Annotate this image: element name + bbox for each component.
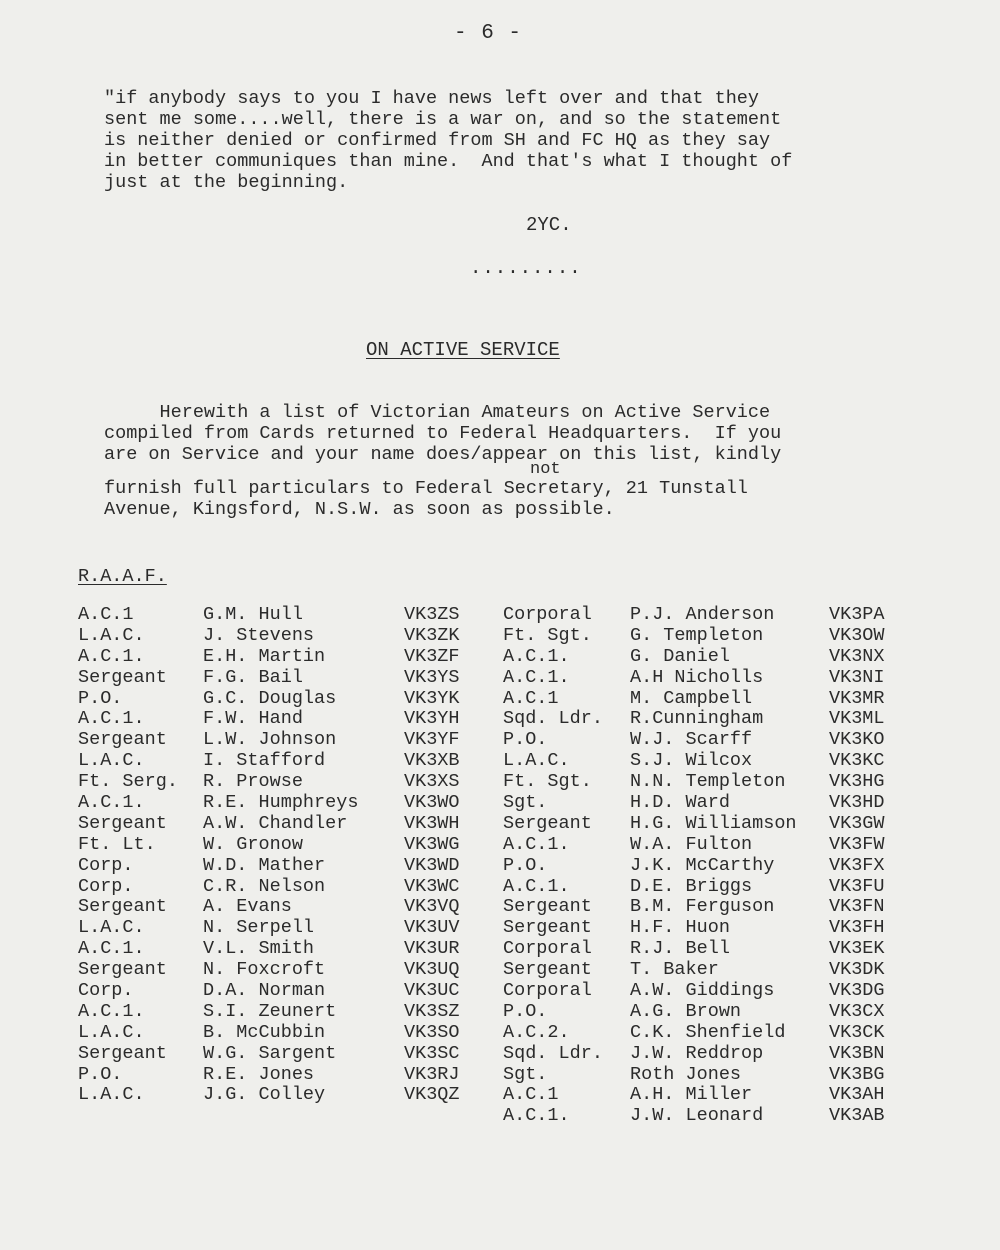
callsign-cell: VK3QZ [404,1084,460,1106]
callsign-cell: VK3NI [829,666,885,688]
name-cell: F.W. Hand [203,708,303,730]
roster-row [78,876,498,897]
rank-cell: L.A.C. [78,624,145,646]
rank-cell: Sergeant [503,896,592,918]
raaf-section-title: R.A.A.F. [78,566,167,587]
name-cell: G.M. Hull [203,604,303,625]
rank-cell: P.O. [503,854,548,876]
roster-left-column [78,604,498,1105]
roster-row [503,917,923,938]
rank-cell: Ft. Sgt. [503,624,592,646]
name-cell: R.J. Bell [630,938,730,960]
callsign-cell: VK3MR [829,687,885,709]
roster-row [78,1022,498,1043]
roster-row [78,834,498,855]
rank-cell: A.C.1. [78,938,145,960]
roster-row [78,688,498,709]
name-cell: A.H Nicholls [630,666,764,688]
callsign-cell: VK3VQ [404,896,460,918]
roster-row [78,917,498,938]
page-number: - 6 - [454,22,523,45]
rank-cell: Ft. Serg. [78,771,178,793]
name-cell: H.G. Williamson [630,812,797,834]
name-cell: J.G. Colley [203,1084,326,1106]
callsign-cell: VK3NX [829,645,885,667]
callsign-cell: VK3DG [829,980,885,1002]
name-cell: N.N. Templeton [630,771,786,793]
name-cell: C.R. Nelson [203,875,326,897]
callsign-cell: VK3SO [404,1021,460,1043]
roster-row [78,855,498,876]
rank-cell: Sergeant [503,959,592,981]
roster-right-column [503,604,923,1126]
roster-row [503,771,923,792]
rank-cell: Corporal [503,980,592,1002]
rank-cell: A.C.1. [78,792,145,814]
roster-row [78,708,498,729]
roster-row [503,1001,923,1022]
rank-cell: A.C.2. [503,1021,570,1043]
rank-cell: A.C.1 [78,604,134,625]
rank-cell: Sgt. [503,792,548,814]
roster-row [78,667,498,688]
rank-cell: Sqd. Ldr. [503,708,603,730]
quote-line: is neither denied or confirmed from SH and FC HQ as they say [104,130,771,151]
name-cell: R.Cunningham [630,708,764,730]
name-cell: S.I. Zeunert [203,1000,337,1022]
callsign-cell: VK3KC [829,750,885,772]
callsign-cell: VK3ZF [404,645,460,667]
rank-cell: L.A.C. [78,1084,145,1106]
intro-line: Herewith a list of Victorian Amateurs on Active Service [104,402,771,423]
callsign-cell: VK3AH [829,1084,885,1106]
name-cell: S.J. Wilcox [630,750,753,772]
rank-cell: Ft. Lt. [78,833,156,855]
roster-row [503,876,923,897]
roster-row [78,604,498,625]
rank-cell: A.C.1. [503,833,570,855]
roster-row [503,1043,923,1064]
roster-row [503,1084,923,1105]
roster-row [503,750,923,771]
rank-cell: A.C.1. [78,645,145,667]
name-cell: R.E. Jones [203,1063,315,1085]
rank-cell: Sergeant [78,666,167,688]
rank-cell: A.C.1. [78,708,145,730]
callsign-cell: VK3RJ [404,1063,460,1085]
callsign-cell: VK3FN [829,896,885,918]
roster-row [503,688,923,709]
name-cell: M. Campbell [630,687,753,709]
name-cell: P.J. Anderson [630,604,775,625]
signature: 2YC. [526,214,572,236]
callsign-cell: VK3CK [829,1021,885,1043]
name-cell: J. Stevens [203,624,315,646]
roster-row [503,813,923,834]
roster-row [78,646,498,667]
callsign-cell: VK3WH [404,812,460,834]
rank-cell: A.C.1. [503,875,570,897]
roster-row [503,938,923,959]
roster-row [78,1084,498,1105]
callsign-cell: VK3HD [829,792,885,814]
callsign-cell: VK3FX [829,854,885,876]
quote-paragraph [104,88,904,193]
roster-row [78,625,498,646]
name-cell: A.W. Chandler [203,812,348,834]
roster-row [503,1022,923,1043]
roster-row [78,1001,498,1022]
rank-cell: Corporal [503,604,592,625]
callsign-cell: VK3BN [829,1042,885,1064]
rank-cell: Sergeant [78,729,167,751]
callsign-cell: VK3YF [404,729,460,751]
name-cell: A.H. Miller [630,1084,753,1106]
roster-row [503,646,923,667]
intro-line: furnish full particulars to Federal Secretary, 21 Tunstall [104,478,748,499]
roster-row [503,959,923,980]
roster-row [78,959,498,980]
roster-row [503,729,923,750]
rank-cell: Sgt. [503,1063,548,1085]
callsign-cell: VK3WD [404,854,460,876]
name-cell: W. Gronow [203,833,303,855]
rank-cell: Sergeant [78,896,167,918]
rank-cell: P.O. [503,729,548,751]
callsign-cell: VK3FU [829,875,885,897]
rank-cell: Sergeant [78,1042,167,1064]
rank-cell: A.C.1 [503,687,559,709]
callsign-cell: VK3XS [404,771,460,793]
name-cell: H.D. Ward [630,792,730,814]
name-cell: A.W. Giddings [630,980,775,1002]
roster-row [78,750,498,771]
name-cell: G.C. Douglas [203,687,337,709]
typed-insertion: not [530,460,561,479]
roster-row [503,834,923,855]
name-cell: A.G. Brown [630,1000,742,1022]
name-cell: D.A. Norman [203,980,326,1002]
name-cell: T. Baker [630,959,719,981]
callsign-cell: VK3WG [404,833,460,855]
roster-row [503,667,923,688]
callsign-cell: VK3KO [829,729,885,751]
callsign-cell: VK3WO [404,792,460,814]
name-cell: J.W. Reddrop [630,1042,764,1064]
callsign-cell: VK3CX [829,1000,885,1022]
name-cell: Roth Jones [630,1063,742,1085]
name-cell: E.H. Martin [203,645,326,667]
callsign-cell: VK3YS [404,666,460,688]
roster-row [503,980,923,1001]
callsign-cell: VK3UV [404,917,460,939]
rank-cell: P.O. [78,1063,123,1085]
rank-cell: P.O. [503,1000,548,1022]
intro-line: are on Service and your name does/appear on this list, kindly [104,444,782,465]
roster-row [78,1064,498,1085]
intro-paragraph [104,402,924,520]
callsign-cell: VK3XB [404,750,460,772]
rank-cell: L.A.C. [78,750,145,772]
name-cell: R. Prowse [203,771,303,793]
name-cell: V.L. Smith [203,938,315,960]
name-cell: A. Evans [203,896,292,918]
callsign-cell: VK3HG [829,771,885,793]
name-cell: N. Foxcroft [203,959,326,981]
rank-cell: Sergeant [503,812,592,834]
callsign-cell: VK3ML [829,708,885,730]
roster-row [503,1105,923,1126]
callsign-cell: VK3YH [404,708,460,730]
name-cell: W.A. Fulton [630,833,753,855]
callsign-cell: VK3FW [829,833,885,855]
rank-cell: L.A.C. [78,917,145,939]
roster-row [503,625,923,646]
rank-cell: A.C.1. [503,666,570,688]
rank-cell: P.O. [78,687,123,709]
intro-line: compiled from Cards returned to Federal Headquarters. If you [104,423,782,444]
callsign-cell: VK3GW [829,812,885,834]
name-cell: R.E. Humphreys [203,792,359,814]
roster-row [503,896,923,917]
callsign-cell: VK3UR [404,938,460,960]
name-cell: F.G. Bail [203,666,303,688]
callsign-cell: VK3FH [829,917,885,939]
name-cell: W.G. Sargent [203,1042,337,1064]
roster-row [78,792,498,813]
callsign-cell: VK3ZS [404,604,460,625]
callsign-cell: VK3UC [404,980,460,1002]
quote-line: sent me some....well, there is a war on, and so the statement [104,109,782,130]
callsign-cell: VK3EK [829,938,885,960]
rank-cell: A.C.1 [503,1084,559,1106]
callsign-cell: VK3PA [829,604,885,625]
roster-row [503,604,923,625]
name-cell: H.F. Huon [630,917,730,939]
roster-row [503,708,923,729]
rank-cell: Sergeant [503,917,592,939]
name-cell: W.D. Mather [203,854,326,876]
roster-row [78,771,498,792]
quote-line: in better communiques than mine. And that's what I thought of [104,151,793,172]
rank-cell: Sergeant [78,812,167,834]
roster-row [78,1043,498,1064]
name-cell: B. McCubbin [203,1021,326,1043]
name-cell: L.W. Johnson [203,729,337,751]
name-cell: N. Serpell [203,917,315,939]
callsign-cell: VK3OW [829,624,885,646]
rank-cell: Sergeant [78,959,167,981]
roster-row [503,855,923,876]
rank-cell: A.C.1. [503,1105,570,1127]
section-heading: ON ACTIVE SERVICE [366,339,560,361]
roster-row [503,1064,923,1085]
roster-row [78,980,498,1001]
quote-line: "if anybody says to you I have news left over and that they [104,88,760,109]
roster-row [78,729,498,750]
rank-cell: Sqd. Ldr. [503,1042,603,1064]
name-cell: G. Daniel [630,645,730,667]
name-cell: J.K. McCarthy [630,854,775,876]
rank-cell: A.C.1. [503,645,570,667]
rank-cell: L.A.C. [78,1021,145,1043]
callsign-cell: VK3WC [404,875,460,897]
separator-dots: ......... [470,257,582,279]
callsign-cell: VK3BG [829,1063,885,1085]
name-cell: J.W. Leonard [630,1105,764,1127]
quote-line: just at the beginning. [104,172,349,193]
name-cell: W.J. Scarff [630,729,753,751]
rank-cell: Corp. [78,854,134,876]
roster-row [78,813,498,834]
callsign-cell: VK3SC [404,1042,460,1064]
name-cell: I. Stafford [203,750,326,772]
rank-cell: Corp. [78,980,134,1002]
callsign-cell: VK3UQ [404,959,460,981]
rank-cell: A.C.1. [78,1000,145,1022]
rank-cell: Ft. Sgt. [503,771,592,793]
callsign-cell: VK3SZ [404,1000,460,1022]
rank-cell: Corporal [503,938,592,960]
roster-row [78,896,498,917]
rank-cell: Corp. [78,875,134,897]
name-cell: B.M. Ferguson [630,896,775,918]
callsign-cell: VK3ZK [404,624,460,646]
roster-row [503,792,923,813]
rank-cell: L.A.C. [503,750,570,772]
name-cell: D.E. Briggs [630,875,753,897]
callsign-cell: VK3DK [829,959,885,981]
name-cell: G. Templeton [630,624,764,646]
callsign-cell: VK3YK [404,687,460,709]
intro-line: Avenue, Kingsford, N.S.W. as soon as possible. [104,499,615,520]
callsign-cell: VK3AB [829,1105,885,1127]
name-cell: C.K. Shenfield [630,1021,786,1043]
roster-row [78,938,498,959]
